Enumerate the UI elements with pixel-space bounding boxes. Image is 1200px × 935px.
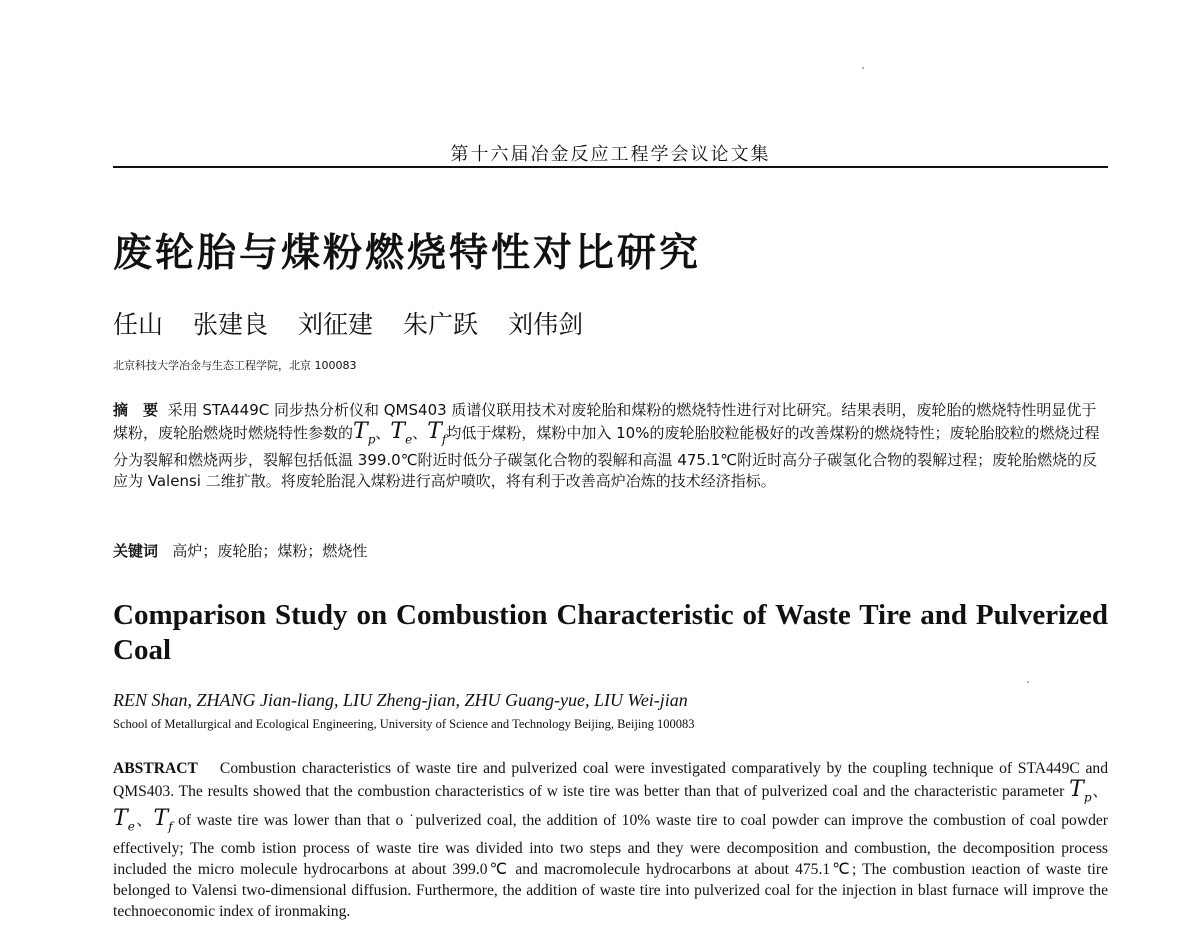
param-te: $T_e$	[390, 419, 413, 447]
abstract-cn: 摘 要 采用 STA449C 同步热分析仪和 QMS403 质谱仪联用技术对废轮胎和煤粉的燃烧特性进行对比研究。结果表明，废轮胎的燃烧特性明显优于煤粉，废轮胎燃烧时燃烧特性参数的$T_p$、$T_e$、$T_f$均低于煤粉，煤粉中加入 10%的废轮胎胶粒能极好的改善煤粉的燃烧特性；废轮胎胶粒的燃烧过程分为裂解和燃烧两步，裂解包括低温 399.0℃附近时低分子碳氢化合物的裂解和高温 475.1℃附近时高分子碳氢化合物的裂解过程；废轮胎燃烧的反应为 Valensi 二维扩散。将废轮胎混入煤粉进行高炉喷吹，将有利于改善高炉冶炼的技术经济指标。	[113, 401, 1100, 491]
param-tf: $T_f$	[153, 806, 173, 834]
scan-speck	[862, 67, 864, 69]
authors-en: REN Shan, ZHANG Jian-liang, LIU Zheng-jian, ZHU Guang-yue, LIU Wei-jian	[113, 690, 688, 710]
authors-cn	[113, 305, 583, 341]
author-cn: 张建良	[193, 310, 269, 339]
scan-speck	[1027, 681, 1029, 683]
author-cn: 刘征建	[298, 310, 374, 339]
keywords-cn	[113, 541, 1108, 562]
author-cn: 任山	[113, 310, 164, 339]
abstract-en-text-1: Combustion characteristics of waste tire and pulverized coal were investigated comparatively by the coupling technique of STA449C and QMS403. The results showed that the combustion characteristics of w iste tire was better than that of pulverized coal and the characteristic parameter	[113, 760, 1108, 800]
abstract-cn-label: 摘 要	[113, 401, 159, 419]
abstract-cn-text-2: 均低于煤粉，煤粉中加入 10%的废轮胎胶粒能极好的改善煤粉的燃烧特性；废轮胎胶粒的燃烧过程分为裂解和燃烧两步，裂解包括低温 399.0℃附近时低分子碳氢化合物的裂解和高温 475.1℃附近时高分子碳氢化合物的裂解过程；废轮胎燃烧的反应为 Valensi 二维扩散。将废轮胎混入煤粉进行高炉喷吹，将有利于改善高炉冶炼的技术经济指标。	[113, 424, 1100, 491]
keywords-cn-text: 高炉；废轮胎；煤粉；燃烧性	[172, 542, 368, 560]
abstract-en: ABSTRACT Combustion characteristics of waste tire and pulverized coal were investigated comparatively by the coupling technique of STA449C and QMS403. The results showed that the combustion characteristics of w iste tire was better than that of pulverized coal and the characteristic parameter $T_p$、$T_e$、$T_f$ of waste tire was lower than that o ˙pulverized coal, the addition of 10% waste tire to coal powder can improve the combustion of coal powder effectively; The comb istion process of waste tire was divided into two steps and they were decomposition and combustion, the decomposition process included the micro molecule hydrocarbons at about 399.0℃ and macromolecule hydrocarbons at about 475.1℃; The combustion ıeaction of waste tire belonged to Valensi two-dimensional diffusion. Furthermore, the addition of waste tire into pulverized coal for the injection in blast furnace will improve the technoeconomic index of ironmaking.	[113, 760, 1108, 920]
abstract-en-text-2: of waste tire was lower than that o ˙pulverized coal, the addition of 10% waste tire to coal powder can improve the combustion of coal powder effectively; The comb istion process of waste tire was divided into two steps and they were decomposition and combustion, the decomposition process included the micro molecule hydrocarbons at about 399.0℃ and macromolecule hydrocarbons at about 475.1℃; The combustion ıeaction of waste tire belonged to Valensi two-dimensional diffusion. Furthermore, the addition of waste tire into pulverized coal for the injection in blast furnace will improve the technoeconomic index of ironmaking.	[113, 812, 1108, 920]
param-tf: $T_f$	[427, 419, 447, 447]
affiliation-cn: 北京科技大学冶金与生态工程学院，北京 100083	[113, 359, 357, 372]
keywords-cn-label: 关键词	[113, 542, 159, 560]
abstract-cn-text-1: 采用 STA449C 同步热分析仪和 QMS403 质谱仪联用技术对废轮胎和煤粉的燃烧特性进行对比研究。结果表明，废轮胎的燃烧特性明显优于煤粉，废轮胎燃烧时燃烧特性参数的	[113, 401, 1097, 442]
abstract-en-label: ABSTRACT	[113, 760, 198, 777]
paper-title-cn: 废轮胎与煤粉燃烧特性对比研究	[113, 231, 702, 276]
author-cn: 朱广跃	[403, 310, 479, 339]
journal-name: 第十六届冶金反应工程学会议论文集	[450, 144, 771, 165]
paper-title-en: Comparison Study on Combustion Characteristic of Waste Tire and Pulverized Coal	[113, 599, 1108, 666]
author-cn: 刘伟剑	[508, 310, 584, 339]
param-te: $T_e$	[113, 806, 135, 834]
running-header	[113, 140, 1108, 168]
param-tp: $T_p$	[1069, 777, 1092, 805]
affiliation-en: School of Metallurgical and Ecological Engineering, University of Science and Technology Beijing, Beijing 100083	[113, 717, 695, 731]
param-tp: $T_p$	[353, 419, 376, 447]
